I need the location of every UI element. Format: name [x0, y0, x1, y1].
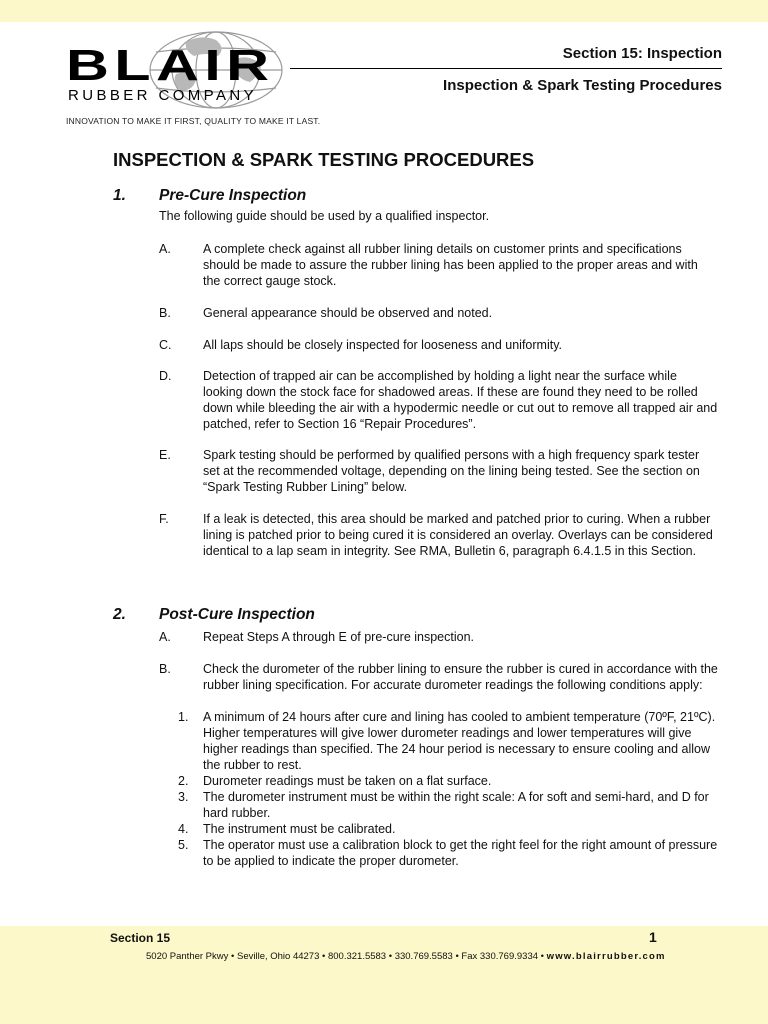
header-rule [290, 68, 722, 69]
list-item [178, 837, 723, 868]
list-item [178, 709, 723, 772]
list-item-number: 3. [178, 790, 189, 804]
section-title: Pre-Cure Inspection [159, 187, 307, 204]
item-text: Detection of trapped air can be accomplished by holding a light near the surface while looking down the stock face for shadowed areas. If these are found they need to be rolled down while bleeding the air with a hypodermic needle or cut out to remove all trapped air and patched, refer to Section 16 “Repair Procedures”. [203, 369, 718, 431]
item-letter: E. [159, 448, 171, 462]
footer-website-link[interactable]: www.blairrubber.com [546, 951, 666, 962]
section-number: 2. [113, 606, 126, 623]
logo-tagline: INNOVATION TO MAKE IT FIRST, QUALITY TO MAKE IT LAST. [66, 116, 321, 126]
item-text: If a leak is detected, this area should be marked and patched prior to curing. When a rubber lining is patched prior to being cured it is considered an overlay. Overlays can be considered identical to a lap seam in integrity. See RMA, Bulletin 6, paragraph 6.4.1.5 in this Section. [203, 512, 713, 558]
item-text: Repeat Steps A through E of pre-cure inspection. [203, 630, 475, 644]
page-number: 1 [649, 929, 657, 945]
item-letter: B. [159, 662, 171, 676]
list-item-text: A minimum of 24 hours after cure and lining has cooled to ambient temperature (70ºF, 21ºC). Higher temperatures will give lower durometer readings and lower temperatures will give higher readings than specified. The 24 hour period is necessary to ensure cooling and allow the rubber to rest. [203, 710, 716, 772]
company-logo [66, 30, 321, 130]
page-title: INSPECTION & SPARK TESTING PROCEDURES [113, 149, 535, 170]
item-letter: B. [159, 306, 171, 320]
list-item-number: 1. [178, 710, 189, 724]
header-section-label: Section 15: Inspection [562, 45, 722, 62]
item-text: All laps should be closely inspected for looseness and uniformity. [203, 338, 562, 352]
item-letter: D. [159, 369, 172, 383]
footer-address: 5020 Panther Pkwy • Seville, Ohio 44273 • 800.321.5583 • 330.769.5583 • Fax 330.769.9334 • [146, 951, 547, 962]
list-item-text: The operator must use a calibration block to get the right feel for the right amount of pressure to be applied to indicate the proper durometer. [203, 838, 718, 868]
section-intro: The following guide should be used by a qualified inspector. [159, 209, 490, 223]
item-text: General appearance should be observed and noted. [203, 306, 493, 320]
list-item [178, 821, 723, 837]
section-number: 1. [113, 187, 126, 204]
footer-contact [146, 951, 666, 962]
item-letter: C. [159, 338, 172, 352]
logo-wordmark: BLAIR [66, 41, 275, 90]
footer-section-label: Section 15 [110, 931, 171, 945]
item-text: Check the durometer of the rubber lining to ensure the rubber is cured in accordance with the rubber lining specification. For accurate durometer readings the following conditions apply: [203, 662, 718, 692]
top-margin-band [0, 0, 768, 22]
list-item-number: 2. [178, 774, 189, 788]
header-subtitle: Inspection & Spark Testing Procedures [443, 77, 722, 94]
list-item [178, 773, 723, 789]
list-item-number: 4. [178, 822, 189, 836]
item-letter: F. [159, 512, 169, 526]
section-title: Post-Cure Inspection [159, 606, 315, 623]
list-item-number: 5. [178, 838, 189, 852]
list-item-text: Durometer readings must be taken on a flat surface. [203, 774, 492, 788]
list-item [178, 789, 723, 820]
list-item-text: The durometer instrument must be within the right scale: A for soft and semi-hard, and D for hard rubber. [203, 790, 709, 820]
item-text: Spark testing should be performed by qualified persons with a high frequency spark tester set at the recommended voltage, depending on the lining being tested. See the section on “Spark Testing Rubber Lining” below. [203, 448, 700, 494]
item-letter: A. [159, 630, 171, 644]
logo-subtitle: RUBBER COMPANY [68, 87, 258, 104]
item-text: A complete check against all rubber lining details on customer prints and specifications should be made to assure the rubber lining has been applied to the proper areas and with the correct gauge stock. [203, 242, 698, 288]
list-item-text: The instrument must be calibrated. [203, 822, 396, 836]
item-letter: A. [159, 242, 171, 256]
